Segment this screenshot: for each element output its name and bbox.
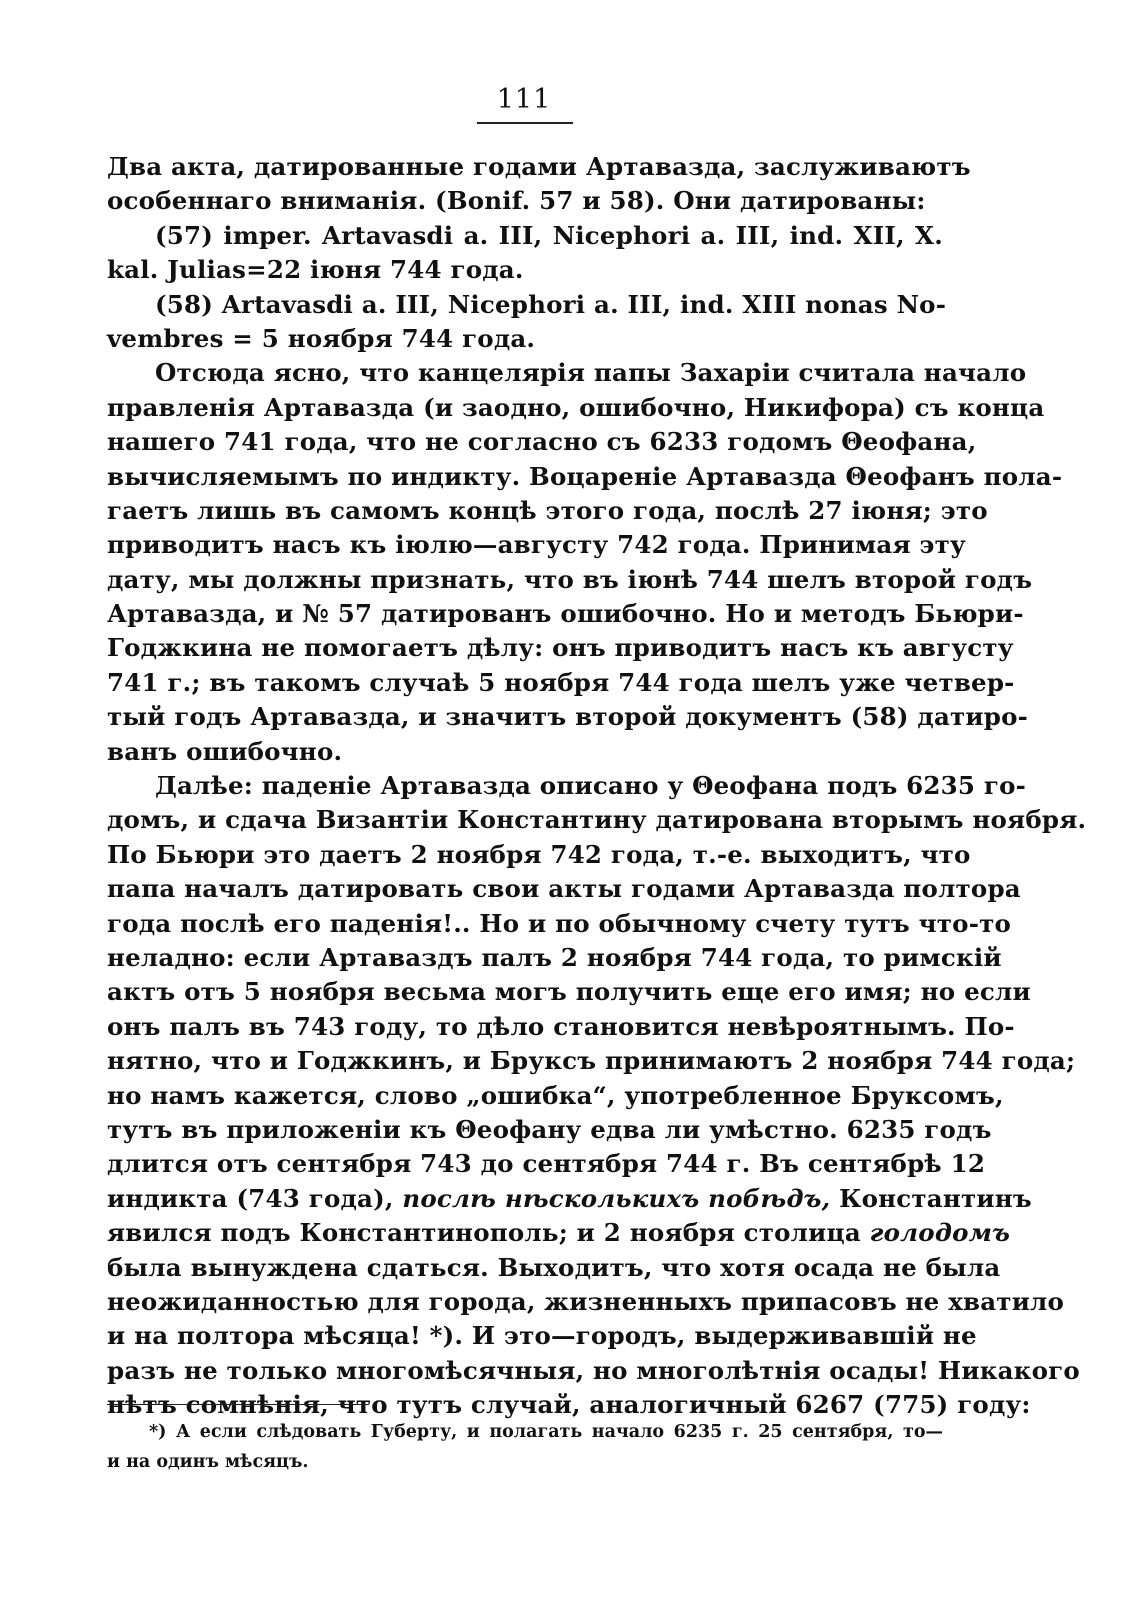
text-line: Два акта, датированные годами Артавазда, заслуживаютъ <box>107 152 971 181</box>
footnote-line: *) А если слѣдовать Губерту, и полагать начало 6235 г. 25 сентября, то— <box>149 1422 943 1442</box>
text-line: (57) imper. Artavasdi a. III, Nicephori a. III, ind. XII, X. <box>155 220 943 250</box>
text-line: 741 г.; въ такомъ случаѣ 5 ноября 744 года шелъ уже четвер- <box>107 667 1015 697</box>
text-line: и на полтора мѣсяца! *). И это—городъ, выдерживавшій не <box>107 1321 977 1351</box>
text-line: vembres = 5 ноября 744 года. <box>107 323 536 353</box>
text-line: особеннаго вниманія. (Bonif. 57 и 58). Они датированы: <box>107 186 926 216</box>
text-line: нѣтъ сомнѣнія, что тутъ случай, аналогичный 6267 (775) году: <box>107 1390 1031 1420</box>
text-line: тутъ въ приложеніи къ Θеофану едва ли умѣстно. 6235 годъ <box>107 1114 992 1144</box>
italic-run: послѣ нѣсколькихъ побѣдъ, <box>402 1183 831 1213</box>
body-text <box>107 150 1087 1422</box>
text-line: тый годъ Артавазда, и значитъ второй документъ (58) датиро- <box>107 702 1029 732</box>
text-line: была вынуждена сдаться. Выходитъ, что хотя осада не была <box>107 1252 1001 1282</box>
text-line: онъ палъ въ 743 году, то дѣло становится невѣроятнымъ. По- <box>107 1011 1015 1041</box>
footnote <box>107 1417 943 1477</box>
text-line: актъ отъ 5 ноября весьма могъ получить еще его имя; но если <box>107 977 1031 1007</box>
text-line: гаетъ лишь въ самомъ концѣ этого года, послѣ 27 іюня; это <box>107 495 988 525</box>
text-line: разъ не только многомѣсячныя, но многолѣтнія осады! Никакого <box>107 1355 1080 1385</box>
text-line: Годжкина не помогаетъ дѣлу: онъ приводитъ насъ къ августу <box>107 633 1014 663</box>
text-run: явился подъ Константинополь; и 2 ноября столица <box>107 1218 870 1248</box>
text-line: Артавазда, и № 57 датированъ ошибочно. Но и методъ Бьюри- <box>107 599 1024 629</box>
text-line: По Бьюри это даетъ 2 ноября 742 года, т.-е. выходитъ, что <box>107 839 971 869</box>
footnote-line: и на одинъ мѣсяцъ. <box>107 1452 309 1472</box>
text-line: приводитъ насъ къ іюлю—августу 742 года. Принимая эту <box>107 530 966 560</box>
text-run: Константинъ <box>830 1183 1032 1213</box>
text-line: но намъ кажется, слово „ошибка“, употребленное Бруксомъ, <box>107 1080 1004 1110</box>
text-line <box>107 1182 1032 1216</box>
text-line: Отсюда ясно, что канцелярія папы Захаріи считала начало <box>155 358 1027 388</box>
text-line: (58) Artavasdi a. III, Nicephori a. III, ind. XIII nonas No- <box>155 289 947 319</box>
text-line: Далѣе: паденіе Артавазда описано у Θеофана подъ 6235 го- <box>155 771 1027 801</box>
italic-run: голодомъ <box>869 1218 1011 1248</box>
text-line: неожиданностью для города, жизненныхъ припасовъ не хватило <box>107 1286 1065 1316</box>
text-line: нятно, что и Годжкинъ, и Бруксъ принимаютъ 2 ноября 744 года; <box>107 1046 1076 1076</box>
text-line: домъ, и сдача Византіи Константину датирована вторымъ ноября. <box>107 805 1087 835</box>
page-number-rule <box>477 122 573 124</box>
text-line: длится отъ сентября 743 до сентября 744 г. Въ сентябрѣ 12 <box>107 1149 986 1179</box>
text-run: индикта (743 года), <box>107 1183 403 1213</box>
text-line: года послѣ его паденія!.. Но и по обычному счету тутъ что-то <box>107 908 1012 938</box>
text-line <box>107 1216 1011 1250</box>
text-line: правленія Артавазда (и заодно, ошибочно, Никифора) съ конца <box>107 392 1045 422</box>
page-number: 111 <box>496 84 552 115</box>
text-line: неладно: если Артаваздъ палъ 2 ноября 744 года, то римскій <box>107 942 1002 972</box>
text-line: папа началъ датировать свои акты годами Артавазда полтора <box>107 874 1021 904</box>
text-line: kal. Julias=22 іюня 744 года. <box>107 255 524 285</box>
text-line: дату, мы должны признать, что въ іюнѣ 744 шелъ второй годъ <box>107 564 1033 594</box>
text-line: ванъ ошибочно. <box>107 736 343 766</box>
text-line: вычисляемымъ по индикту. Воцареніе Артавазда Θеофанъ пола- <box>107 461 1063 491</box>
text-line: нашего 741 года, что не согласно съ 6233 годомъ Θеофана, <box>107 427 977 457</box>
footnote-rule <box>107 1404 369 1405</box>
